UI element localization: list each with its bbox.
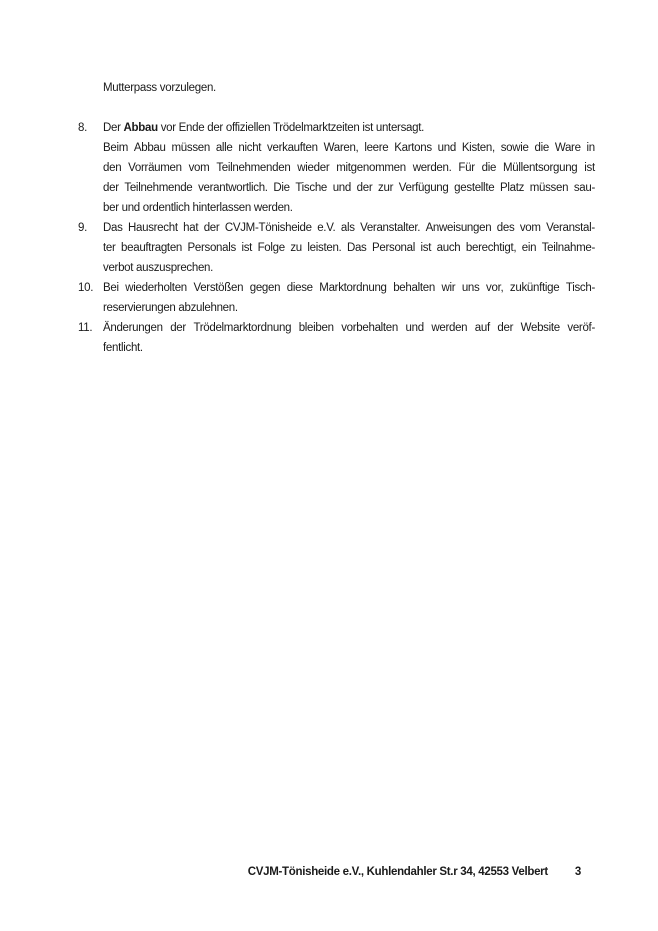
list-item-text [103,278,595,318]
text-line: Bei wiederholten Verstößen gegen diese Marktordnung behalten wir uns vor, zukünftige Tisch- [103,282,595,294]
rules-list [78,118,595,358]
text-line: verbot auszusprechen. [103,262,214,274]
footer-address-text: CVJM-Tönisheide e.V., Kuhlendahler St.r 34, 42553 Velbert [247,866,548,878]
text-line: Das Hausrecht hat der CVJM-Tönisheide e.V. als Veranstalter. Anweisungen des vom Veranstal- [103,222,595,234]
text-line: fentlicht. [103,342,143,354]
list-item-number: 9. [78,222,87,234]
intro-continuation-line: Mutterpass vorzulegen. [103,82,216,94]
text-line: Änderungen der Trödelmarktordnung bleiben vorbehalten und werden auf der Website veröf- [103,322,595,334]
list-item [78,218,595,278]
list-item [78,318,595,358]
list-item [78,278,595,318]
list-item-number: 11. [78,322,93,334]
page-footer [78,864,595,880]
text-line: den Vorräumen vom Teilnehmenden wieder mitgenommen werden. Für die Müllentsorgung ist [103,162,595,174]
text-line: reservierungen abzulehnen. [103,302,238,314]
list-item-text [103,218,595,278]
document-content [78,78,595,358]
paragraph-spacer [78,98,595,118]
text-line: ter beauftragten Personals ist Folge zu leisten. Das Personal ist auch berechtigt, ein Teilnahme- [103,242,595,254]
text-line: Der Abbau vor Ende der offiziellen Trödelmarktzeiten ist untersagt. [103,122,425,134]
text-line: Beim Abbau müssen alle nicht verkauften Waren, leere Kartons und Kisten, sowie die Ware in [103,142,595,154]
page-number: 3 [574,866,581,878]
list-item-number: 8. [78,122,87,134]
list-item [78,118,595,218]
text-line: der Teilnehmende verantwortlich. Die Tische und der zur Verfügung gestellte Platz müssen sau- [103,182,595,194]
list-item-text [103,318,595,358]
text-line: ber und ordentlich hinterlassen werden. [103,202,293,214]
list-item-text [103,118,595,218]
list-item-number: 10. [78,282,94,294]
